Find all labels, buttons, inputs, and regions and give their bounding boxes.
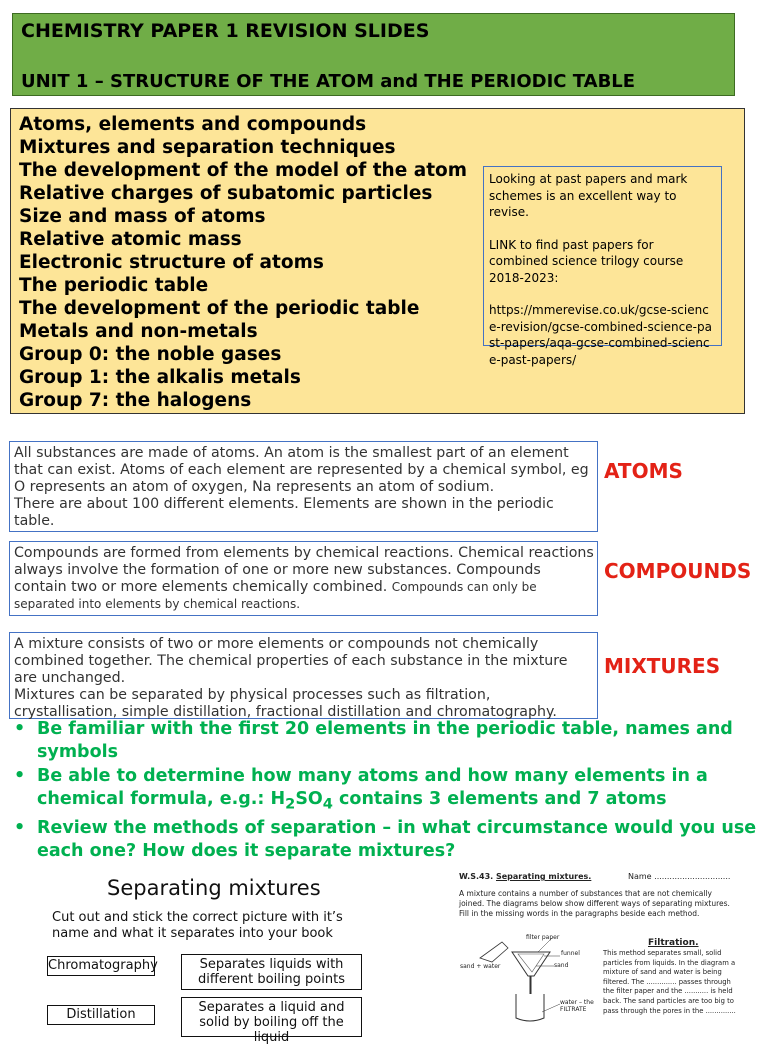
definition-text: A mixture consists of two or more elements or compounds not chemically combined together. The chemical properties of each substance in the mixture are unchanged.: [14, 636, 568, 686]
past-papers-note: [483, 166, 722, 367]
atoms-definition-box: [9, 441, 598, 532]
worksheet-heading: [459, 872, 591, 881]
card-chromatography: Chromatography: [47, 956, 155, 976]
past-papers-link[interactable]: https://mmerevise.co.uk/gcse-science-revision/gcse-combined-science-past-papers/aqa-gcse-combined-science-past-papers/: [489, 303, 712, 367]
compounds-label: COMPOUNDS: [604, 559, 752, 583]
separating-mixtures-worksheet-left: [0, 862, 420, 1045]
label-funnel: funnel: [561, 950, 580, 957]
atoms-label: ATOMS: [604, 459, 683, 483]
card-description: Separates a liquid and solid by boiling off the liquid: [181, 997, 362, 1037]
bullet-marker: •: [14, 719, 26, 739]
topic-item: The periodic table: [19, 275, 209, 296]
topic-item: Relative charges of subatomic particles: [19, 183, 433, 204]
definition-text: There are about 100 different elements. Elements are shown in the periodic table.: [14, 496, 554, 529]
definition-text-small: Compounds can only be separated into elements by chemical reactions.: [14, 580, 537, 611]
filtration-heading: Filtration.: [648, 938, 699, 948]
mixtures-label: MIXTURES: [604, 654, 721, 678]
topics-list: [19, 113, 467, 412]
worksheet-title: Separating mixtures: [107, 876, 321, 900]
topic-item: Relative atomic mass: [19, 229, 242, 250]
topic-item: Group 1: the alkalis metals: [19, 367, 301, 388]
topic-item: Group 0: the noble gases: [19, 344, 282, 365]
note-text: Looking at past papers and mark schemes is an excellent way to revise.: [489, 172, 688, 219]
subscript: 4: [322, 795, 333, 813]
card-description: Separates liquids with different boiling points: [181, 954, 362, 990]
task-item: [14, 718, 764, 764]
bullet-marker: •: [14, 766, 26, 786]
filtration-text: This method separates small, solid particles from liquids. In the diagram a mixture of sand and water is being filtered. The .............. passes through the filter paper and the ........... is held back. The sand particles are too big to pass through the pores in the ..............: [603, 949, 736, 1015]
worksheet-intro: A mixture contains a number of substances that are not chemically joined. The diagrams below show different ways of separating mixtures. Fill in the missing words in the paragraphs beside each method.: [459, 889, 730, 918]
topic-item: Electronic structure of atoms: [19, 252, 324, 273]
task-item: [14, 765, 764, 816]
page-subtitle: UNIT 1 – STRUCTURE OF THE ATOM and THE PERIODIC TABLE: [21, 71, 636, 92]
topic-item: Size and mass of atoms: [19, 206, 266, 227]
name-field: Name ..............................: [628, 872, 731, 881]
topic-item: The development of the model of the atom: [19, 160, 468, 181]
topic-item: Atoms, elements and compounds: [19, 114, 367, 135]
definition-text: All substances are made of atoms. An atom is the smallest part of an element that can exist. Atoms of each element are represented by a chemical symbol, eg O represents an atom of oxygen, Na represents an atom of sodium.: [14, 445, 589, 495]
task-text: contains 3 elements and 7 atoms: [332, 789, 667, 809]
topic-item: Metals and non-metals: [19, 321, 258, 342]
task-item: [14, 817, 764, 863]
label-sand-water: sand + water: [460, 963, 501, 970]
topic-item: Group 7: the halogens: [19, 390, 252, 411]
mixtures-definition-box: [9, 632, 598, 719]
label-water: water – the: [560, 999, 594, 1006]
label-filtrate: FILTRATE: [560, 1006, 587, 1013]
label-sand: sand: [554, 962, 569, 969]
page-title: CHEMISTRY PAPER 1 REVISION SLIDES: [21, 20, 430, 42]
definition-text: Compounds are formed from elements by chemical reactions. Chemical reactions always involve the formation of one or more new substances. Compounds contain two or more elements chemically combined.: [14, 545, 594, 595]
task-text: Be able to determine how many atoms and how many elements in a chemical formula, e.g.: H: [37, 766, 708, 809]
revision-tasks-list: [14, 718, 764, 864]
worksheet-instruction: Cut out and stick the correct picture with it’s name and what it separates into your book: [52, 910, 343, 941]
definition-text: Mixtures can be separated by physical processes such as filtration, crystallisation, simple distillation, fractional distillation and chromatography.: [14, 687, 557, 720]
task-text: SO: [295, 789, 323, 809]
worksheet-ref: W.S.43.: [459, 872, 494, 881]
worksheet-title: Separating mixtures.: [495, 872, 592, 881]
card-distillation: Distillation: [47, 1005, 155, 1025]
label-filter-paper: filter paper: [526, 934, 560, 941]
task-text: Review the methods of separation – in what circumstance would you use each one? How does it separate mixtures?: [37, 817, 757, 861]
bullet-marker: •: [14, 817, 26, 838]
separating-mixtures-worksheet-right: [450, 862, 768, 1024]
definition-text: [14, 545, 594, 613]
title-banner: [12, 13, 735, 96]
task-text: Be familiar with the first 20 elements in the periodic table, names and symbols: [37, 719, 733, 762]
topic-item: Mixtures and separation techniques: [19, 137, 396, 158]
note-text: LINK to find past papers for combined science trilogy course 2018-2023:: [489, 237, 684, 285]
topic-item: The development of the periodic table: [19, 298, 420, 319]
subscript: 2: [285, 795, 296, 813]
compounds-definition-box: [9, 541, 598, 616]
